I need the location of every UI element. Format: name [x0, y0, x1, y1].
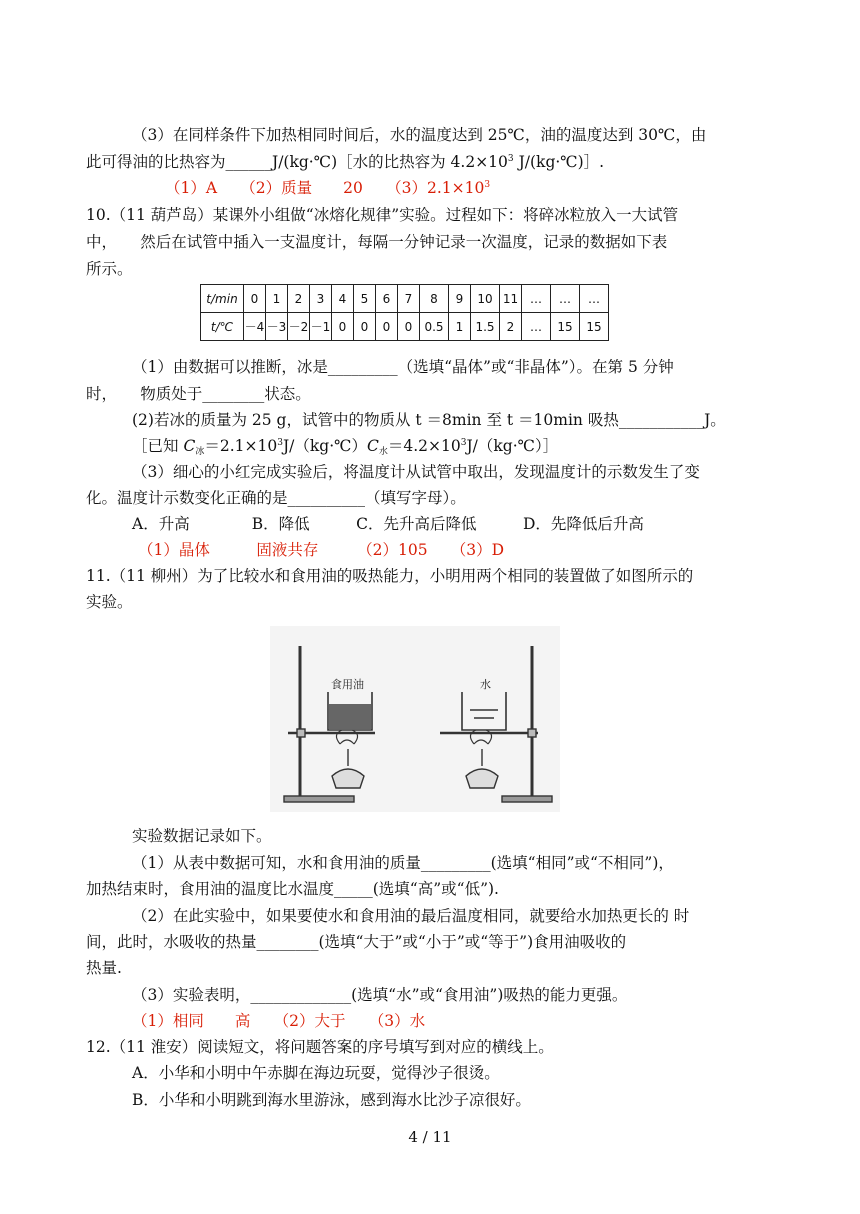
table-cell: 3 — [310, 285, 332, 313]
q10-stem-line2: 中， 然后在试管中插入一支温度计，每隔一分钟记录一次温度，记录的数据如下表 — [86, 233, 668, 251]
table-cell: 2 — [288, 285, 310, 313]
table-cell: 0.5 — [420, 313, 449, 341]
q11-part3: （3）实验表明，_____________(选填“水”或“食用油”)吸热的能力更强。 — [132, 986, 628, 1004]
q12-option-b: B．小华和小明跳到海水里游泳，感到海水比沙子凉很好。 — [132, 1091, 531, 1109]
table-cell: 6 — [376, 285, 398, 313]
table-cell: －4 — [244, 313, 266, 341]
table-cell: 7 — [398, 285, 420, 313]
table-cell: －3 — [266, 313, 288, 341]
label-oil: 食用油 — [331, 678, 364, 691]
table-cell: 10 — [471, 285, 500, 313]
table-cell: 8 — [420, 285, 449, 313]
table-cell: … — [522, 285, 551, 313]
table-row-time — [201, 285, 609, 313]
q10-part3-line2: 化。温度计示数变化正确的是__________（填写字母）。 — [86, 489, 466, 507]
q9-part3-line2: 此可得油的比热容为______J/(kg·℃)［水的比热容为 $4.2\times 10^3$ J/(kg·℃)］. — [86, 153, 605, 171]
table-cell: 4 — [332, 285, 354, 313]
q9-answer: （1）A （2）质量 20 $(3)2.1\times 10^3$ — [165, 179, 491, 197]
table-header-time: t/min — [201, 285, 244, 313]
table-cell: －1 — [310, 313, 332, 341]
q11-part1-line1: （1）从表中数据可知，水和食用油的质量_________(选填“相同”或“不相同”)， — [132, 854, 674, 872]
table-cell: 1.5 — [471, 313, 500, 341]
table-cell: 0 — [244, 285, 266, 313]
label-water: 水 — [480, 678, 491, 691]
table-cell: … — [522, 313, 551, 341]
q11-stem-line1: 11.（11 柳州）为了比较水和食用油的吸热能力，小明用两个相同的装置做了如图所示的 — [86, 567, 694, 585]
table-cell: 15 — [580, 313, 609, 341]
q11-record-line: 实验数据记录如下。 — [132, 827, 272, 845]
table-cell: … — [580, 285, 609, 313]
table-row-temperature — [201, 313, 609, 341]
q10-stem-line1: 10.（11 葫芦岛）某课外小组做“冰熔化规律”实验。过程如下：将碎冰粒放入一大试管 — [86, 206, 679, 224]
table-cell: 15 — [551, 313, 580, 341]
q11-part2-line2: 间，此时，水吸收的热量________(选填“大于”或“小于”或“等于”)食用油吸收的 — [86, 933, 627, 951]
table-cell: 9 — [449, 285, 471, 313]
q12-option-a: A．小华和小明中午赤脚在海边玩耍，觉得沙子很烫。 — [132, 1064, 500, 1082]
page-number: 4 / 11 — [408, 1128, 452, 1146]
heating-apparatus-figure — [270, 626, 560, 812]
table-cell: 0 — [332, 313, 354, 341]
q10-options: A．升高 B．降低 C．先升高后降低 D．先降低后升高 — [132, 515, 644, 533]
q9-part3-line1: （3）在同样条件下加热相同时间后，水的温度达到 25℃，油的温度达到 30℃，由 — [132, 126, 707, 144]
q11-part1-line2: 加热结束时，食用油的温度比水温度_____(选填“高”或“低”). — [86, 880, 499, 898]
q10-part2-line1: (2)若冰的质量为 25 g，试管中的物质从 t ＝8min 至 t ＝10min 吸热___________J。 — [132, 411, 726, 429]
q12-stem: 12.（11 淮安）阅读短文，将问题答案的序号填写到对应的横线上。 — [86, 1038, 554, 1056]
table-cell: 0 — [398, 313, 420, 341]
q11-part2-line1: （2）在此实验中，如果要使水和食用油的最后温度相同，就要给水加热更长的 时 — [132, 907, 690, 925]
q11-answer: （1）相同 高 （2）大于 （3）水 — [132, 1012, 426, 1030]
q11-stem-line2: 实验。 — [86, 593, 133, 611]
q10-answer: （1）晶体 固液共存 （2）105 （3）D — [138, 541, 505, 559]
q10-part1-line1: （1）由数据可以推断，冰是_________（选填“晶体”或“非晶体”）。在第 5 分钟 — [132, 358, 674, 376]
q10-part2-line2: ［已知 $C_冰=2.1\times 10^3J/(kg\cdot℃)C_水=4.2\times 10^3J/(kg\cdot℃)]$ — [132, 437, 559, 457]
table-cell: －2 — [288, 313, 310, 341]
table-cell: 11 — [500, 285, 522, 313]
q10-stem-line3: 所示。 — [86, 260, 133, 278]
table-cell: 1 — [449, 313, 471, 341]
table-cell: 5 — [354, 285, 376, 313]
table-cell: 2 — [500, 313, 522, 341]
q10-part1-line2: 时， 物质处于________状态。 — [86, 385, 311, 403]
table-cell: 0 — [354, 313, 376, 341]
q11-part2-line3: 热量. — [86, 959, 122, 977]
q10-part3-line1: （3）细心的小红完成实验后，将温度计从试管中取出，发现温度计的示数发生了变 — [132, 463, 700, 481]
table-cell: 1 — [266, 285, 288, 313]
table-header-temperature: t/℃ — [201, 313, 244, 341]
table-cell: … — [551, 285, 580, 313]
table-cell: 0 — [376, 313, 398, 341]
ice-melting-data-table — [200, 284, 609, 341]
